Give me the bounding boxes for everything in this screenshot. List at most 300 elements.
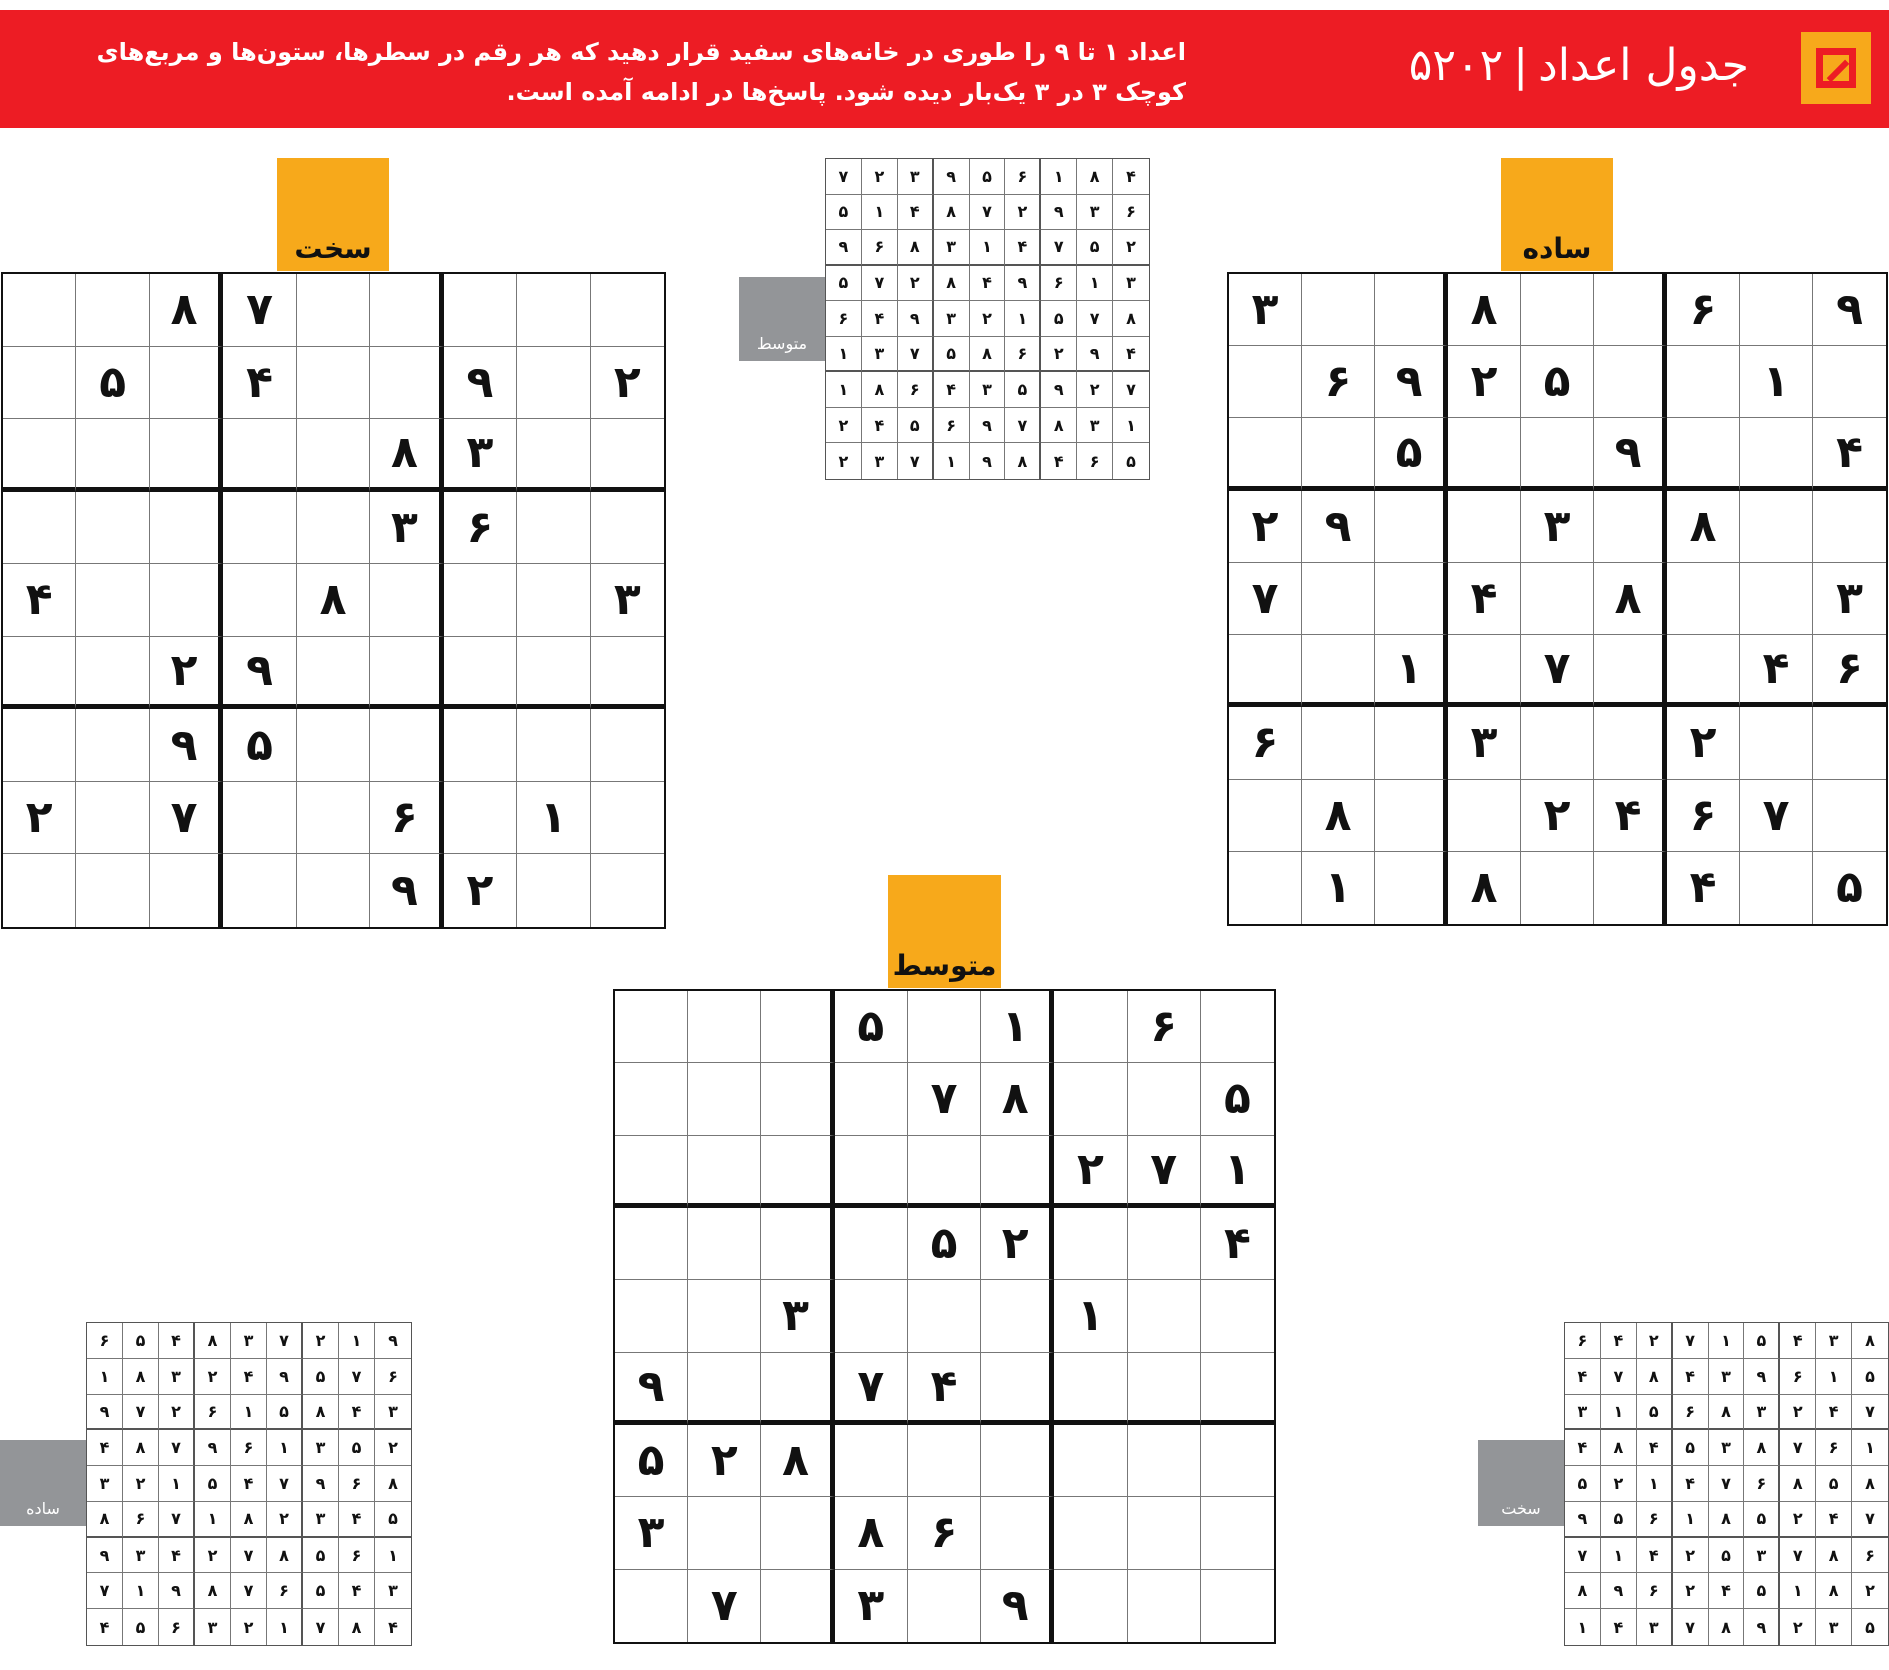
sudoku-grid-easy[interactable] bbox=[1227, 272, 1888, 926]
grid-cell[interactable] bbox=[444, 782, 517, 855]
grid-cell[interactable]: ۲ bbox=[444, 854, 517, 927]
grid-cell[interactable] bbox=[761, 991, 834, 1063]
grid-cell[interactable] bbox=[591, 709, 664, 782]
grid-cell[interactable]: ۸ bbox=[1302, 780, 1375, 852]
grid-cell[interactable] bbox=[591, 854, 664, 927]
grid-cell[interactable] bbox=[150, 347, 223, 420]
grid-cell[interactable] bbox=[1667, 563, 1740, 635]
grid-cell[interactable] bbox=[1229, 635, 1302, 707]
grid-cell: ۴ bbox=[87, 1609, 123, 1645]
grid-cell: ۴ bbox=[1673, 1466, 1709, 1502]
grid-cell[interactable]: ۱ bbox=[1740, 346, 1813, 418]
grid-cell[interactable] bbox=[688, 1063, 761, 1135]
grid-cell[interactable]: ۹ bbox=[444, 347, 517, 420]
grid-cell[interactable] bbox=[3, 347, 76, 420]
grid-cell[interactable] bbox=[3, 419, 76, 492]
grid-cell[interactable]: ۴ bbox=[1667, 852, 1740, 924]
grid-cell[interactable] bbox=[981, 1497, 1054, 1569]
grid-cell[interactable] bbox=[688, 1136, 761, 1208]
grid-cell: ۳ bbox=[1709, 1359, 1745, 1395]
grid-cell[interactable]: ۵ bbox=[76, 347, 149, 420]
grid-cell[interactable] bbox=[1521, 274, 1594, 346]
grid-cell[interactable] bbox=[688, 1280, 761, 1352]
grid-cell[interactable]: ۶ bbox=[1229, 707, 1302, 779]
grid-cell[interactable] bbox=[1375, 780, 1448, 852]
grid-cell[interactable] bbox=[1128, 1208, 1201, 1280]
grid-cell[interactable] bbox=[1667, 346, 1740, 418]
grid-cell: ۵ bbox=[1565, 1466, 1601, 1502]
grid-cell[interactable]: ۹ bbox=[1594, 418, 1667, 490]
grid-cell[interactable]: ۳ bbox=[1448, 707, 1521, 779]
grid-cell[interactable] bbox=[517, 564, 590, 637]
grid-cell[interactable]: ۸ bbox=[761, 1425, 834, 1497]
grid-cell[interactable]: ۱ bbox=[981, 991, 1054, 1063]
grid-cell[interactable] bbox=[3, 492, 76, 565]
grid-cell[interactable] bbox=[1448, 635, 1521, 707]
grid-cell[interactable] bbox=[3, 709, 76, 782]
grid-cell[interactable] bbox=[1375, 852, 1448, 924]
grid-cell[interactable] bbox=[591, 419, 664, 492]
grid-cell[interactable] bbox=[1054, 991, 1127, 1063]
grid-cell: ۳ bbox=[1744, 1538, 1780, 1574]
grid-cell[interactable] bbox=[1128, 1063, 1201, 1135]
grid-cell[interactable] bbox=[1201, 1497, 1274, 1569]
grid-cell[interactable] bbox=[1128, 1570, 1201, 1642]
grid-cell[interactable] bbox=[835, 1425, 908, 1497]
grid-cell: ۸ bbox=[123, 1359, 159, 1395]
grid-cell[interactable]: ۷ bbox=[1740, 780, 1813, 852]
grid-cell: ۳ bbox=[159, 1359, 195, 1395]
grid-cell[interactable] bbox=[223, 854, 296, 927]
grid-cell[interactable] bbox=[1054, 1063, 1127, 1135]
grid-cell[interactable] bbox=[297, 637, 370, 710]
grid-cell[interactable] bbox=[1054, 1208, 1127, 1280]
grid-cell: ۷ bbox=[1673, 1323, 1709, 1359]
grid-cell: ۷ bbox=[159, 1430, 195, 1466]
grid-cell[interactable] bbox=[1302, 707, 1375, 779]
grid-cell: ۷ bbox=[267, 1323, 303, 1359]
grid-cell: ۵ bbox=[1709, 1538, 1745, 1574]
grid-cell[interactable]: ۸ bbox=[150, 274, 223, 347]
grid-cell[interactable]: ۶ bbox=[370, 782, 443, 855]
grid-cell[interactable]: ۳ bbox=[761, 1280, 834, 1352]
grid-cell[interactable] bbox=[1128, 1280, 1201, 1352]
grid-cell[interactable]: ۳ bbox=[615, 1497, 688, 1569]
grid-cell[interactable] bbox=[444, 274, 517, 347]
grid-cell[interactable] bbox=[688, 991, 761, 1063]
grid-cell[interactable] bbox=[223, 564, 296, 637]
grid-cell[interactable]: ۵ bbox=[908, 1208, 981, 1280]
grid-cell: ۲ bbox=[1780, 1609, 1816, 1645]
grid-cell: ۷ bbox=[1565, 1538, 1601, 1574]
grid-cell[interactable] bbox=[1201, 1353, 1274, 1425]
grid-cell: ۸ bbox=[970, 337, 1006, 373]
grid-cell[interactable] bbox=[1302, 418, 1375, 490]
grid-cell: ۳ bbox=[898, 159, 934, 195]
grid-cell[interactable] bbox=[1375, 707, 1448, 779]
grid-cell[interactable] bbox=[688, 1208, 761, 1280]
grid-cell[interactable] bbox=[591, 274, 664, 347]
grid-cell[interactable] bbox=[76, 564, 149, 637]
grid-cell[interactable] bbox=[1229, 346, 1302, 418]
grid-cell[interactable]: ۸ bbox=[835, 1497, 908, 1569]
grid-cell[interactable]: ۱ bbox=[1201, 1136, 1274, 1208]
grid-cell[interactable]: ۹ bbox=[150, 709, 223, 782]
grid-cell[interactable] bbox=[1813, 491, 1886, 563]
header-title bbox=[1409, 40, 1749, 91]
grid-cell[interactable] bbox=[1128, 1425, 1201, 1497]
grid-cell[interactable] bbox=[615, 1063, 688, 1135]
grid-cell[interactable] bbox=[1201, 1280, 1274, 1352]
grid-cell[interactable]: ۴ bbox=[908, 1353, 981, 1425]
grid-cell: ۹ bbox=[87, 1395, 123, 1431]
grid-cell: ۴ bbox=[1637, 1430, 1673, 1466]
grid-cell[interactable] bbox=[761, 1208, 834, 1280]
grid-cell[interactable] bbox=[517, 492, 590, 565]
grid-cell: ۱ bbox=[1113, 408, 1149, 444]
grid-cell[interactable] bbox=[1740, 491, 1813, 563]
grid-cell: ۳ bbox=[934, 230, 970, 266]
grid-cell[interactable] bbox=[76, 419, 149, 492]
grid-cell: ۴ bbox=[231, 1359, 267, 1395]
grid-cell: ۵ bbox=[1865, 1617, 1875, 1637]
sudoku-grid-medium[interactable] bbox=[613, 989, 1276, 1644]
grid-cell[interactable] bbox=[150, 419, 223, 492]
grid-cell[interactable]: ۷ bbox=[1229, 563, 1302, 635]
grid-cell[interactable]: ۹ bbox=[615, 1353, 688, 1425]
grid-cell[interactable] bbox=[1054, 1425, 1127, 1497]
grid-cell[interactable]: ۶ bbox=[444, 492, 517, 565]
grid-cell[interactable] bbox=[370, 564, 443, 637]
grid-cell[interactable] bbox=[1448, 491, 1521, 563]
grid-cell: ۷ bbox=[1673, 1609, 1709, 1645]
grid-cell[interactable]: ۲ bbox=[150, 637, 223, 710]
grid-cell[interactable]: ۶ bbox=[1667, 274, 1740, 346]
grid-cell: ۸ bbox=[898, 230, 934, 266]
grid-cell[interactable] bbox=[76, 637, 149, 710]
grid-cell[interactable]: ۹ bbox=[1375, 346, 1448, 418]
grid-cell[interactable] bbox=[835, 1063, 908, 1135]
grid-cell[interactable] bbox=[1521, 418, 1594, 490]
grid-cell[interactable] bbox=[1375, 491, 1448, 563]
grid-cell[interactable] bbox=[1521, 707, 1594, 779]
grid-cell[interactable] bbox=[688, 1497, 761, 1569]
grid-cell[interactable] bbox=[908, 1425, 981, 1497]
grid-cell[interactable] bbox=[223, 492, 296, 565]
grid-cell: ۲ bbox=[1601, 1466, 1637, 1502]
grid-cell[interactable]: ۵ bbox=[223, 709, 296, 782]
grid-cell[interactable] bbox=[1594, 274, 1667, 346]
grid-cell[interactable] bbox=[444, 564, 517, 637]
grid-cell[interactable] bbox=[1054, 1570, 1127, 1642]
grid-cell[interactable] bbox=[981, 1425, 1054, 1497]
grid-cell[interactable] bbox=[223, 419, 296, 492]
grid-cell[interactable] bbox=[1054, 1353, 1127, 1425]
grid-cell: ۳ bbox=[195, 1609, 231, 1645]
grid-cell: ۸ bbox=[1565, 1573, 1601, 1609]
grid-cell[interactable] bbox=[835, 1136, 908, 1208]
grid-cell[interactable] bbox=[76, 782, 149, 855]
grid-cell[interactable]: ۸ bbox=[981, 1063, 1054, 1135]
grid-cell[interactable] bbox=[297, 854, 370, 927]
grid-cell: ۲ bbox=[267, 1502, 303, 1538]
grid-cell[interactable]: ۹ bbox=[1813, 274, 1886, 346]
grid-cell: ۹ bbox=[1744, 1609, 1780, 1645]
grid-cell: ۸ bbox=[1852, 1466, 1888, 1502]
grid-cell[interactable]: ۹ bbox=[223, 637, 296, 710]
grid-cell[interactable]: ۳ bbox=[1813, 563, 1886, 635]
grid-cell[interactable]: ۴ bbox=[1594, 780, 1667, 852]
grid-cell[interactable] bbox=[444, 637, 517, 710]
sudoku-grid-hard[interactable] bbox=[1, 272, 666, 929]
grid-cell[interactable]: ۷ bbox=[1128, 1136, 1201, 1208]
grid-cell[interactable]: ۳ bbox=[1229, 274, 1302, 346]
grid-cell[interactable] bbox=[615, 991, 688, 1063]
grid-cell[interactable]: ۲ bbox=[1521, 780, 1594, 852]
grid-cell: ۲ bbox=[375, 1430, 411, 1466]
grid-cell[interactable]: ۱ bbox=[1302, 852, 1375, 924]
grid-cell[interactable]: ۲ bbox=[3, 782, 76, 855]
grid-cell[interactable]: ۳ bbox=[370, 492, 443, 565]
grid-cell[interactable] bbox=[1201, 1570, 1274, 1642]
grid-cell[interactable]: ۱ bbox=[1375, 635, 1448, 707]
grid-cell[interactable] bbox=[3, 854, 76, 927]
grid-cell[interactable] bbox=[1229, 418, 1302, 490]
answer-grid-medium bbox=[825, 158, 1150, 480]
grid-cell: ۴ bbox=[862, 301, 898, 337]
grid-cell[interactable] bbox=[1201, 1425, 1274, 1497]
grid-cell[interactable] bbox=[761, 1136, 834, 1208]
grid-cell: ۲ bbox=[1673, 1538, 1709, 1574]
grid-cell: ۶ bbox=[1113, 195, 1149, 231]
grid-cell[interactable] bbox=[1594, 635, 1667, 707]
grid-cell[interactable]: ۴ bbox=[223, 347, 296, 420]
grid-cell[interactable] bbox=[297, 419, 370, 492]
grid-cell[interactable]: ۶ bbox=[1667, 780, 1740, 852]
grid-cell[interactable] bbox=[615, 1136, 688, 1208]
grid-cell[interactable] bbox=[615, 1208, 688, 1280]
grid-cell: ۸ bbox=[934, 195, 970, 231]
grid-cell: ۳ bbox=[1565, 1395, 1601, 1431]
grid-cell[interactable] bbox=[3, 274, 76, 347]
grid-cell[interactable]: ۷ bbox=[835, 1353, 908, 1425]
grid-cell[interactable] bbox=[981, 1136, 1054, 1208]
grid-cell[interactable]: ۲ bbox=[591, 347, 664, 420]
grid-cell: ۱ bbox=[826, 372, 862, 408]
grid-cell[interactable] bbox=[1201, 991, 1274, 1063]
grid-cell[interactable] bbox=[1521, 563, 1594, 635]
grid-cell[interactable]: ۷ bbox=[688, 1570, 761, 1642]
grid-cell[interactable] bbox=[1740, 418, 1813, 490]
grid-cell: ۸ bbox=[303, 1395, 339, 1431]
grid-cell[interactable] bbox=[3, 637, 76, 710]
grid-cell[interactable] bbox=[835, 1280, 908, 1352]
grid-cell[interactable] bbox=[517, 854, 590, 927]
grid-cell[interactable]: ۴ bbox=[1813, 418, 1886, 490]
grid-cell: ۴ bbox=[231, 1466, 267, 1502]
grid-cell[interactable] bbox=[1128, 1497, 1201, 1569]
grid-cell[interactable]: ۵ bbox=[615, 1425, 688, 1497]
grid-cell[interactable] bbox=[76, 854, 149, 927]
grid-cell[interactable]: ۸ bbox=[1667, 491, 1740, 563]
grid-cell[interactable] bbox=[1128, 1353, 1201, 1425]
grid-cell[interactable] bbox=[1594, 491, 1667, 563]
grid-cell[interactable] bbox=[76, 709, 149, 782]
grid-cell: ۹ bbox=[87, 1538, 123, 1574]
grid-cell[interactable] bbox=[370, 347, 443, 420]
grid-cell[interactable] bbox=[591, 637, 664, 710]
grid-cell[interactable] bbox=[1740, 707, 1813, 779]
grid-cell: ۲ bbox=[1077, 372, 1113, 408]
grid-cell[interactable] bbox=[150, 854, 223, 927]
grid-cell: ۹ bbox=[970, 408, 1006, 444]
grid-cell[interactable]: ۸ bbox=[1448, 852, 1521, 924]
grid-cell[interactable] bbox=[1813, 707, 1886, 779]
grid-cell[interactable] bbox=[370, 274, 443, 347]
grid-cell: ۶ bbox=[1565, 1323, 1601, 1359]
grid-cell[interactable] bbox=[370, 709, 443, 782]
grid-cell[interactable]: ۳ bbox=[591, 564, 664, 637]
grid-cell[interactable] bbox=[1229, 852, 1302, 924]
grid-cell[interactable] bbox=[1448, 780, 1521, 852]
grid-cell[interactable] bbox=[1594, 852, 1667, 924]
grid-cell[interactable]: ۸ bbox=[1448, 274, 1521, 346]
grid-cell[interactable] bbox=[761, 1570, 834, 1642]
grid-cell[interactable] bbox=[1740, 563, 1813, 635]
grid-cell[interactable] bbox=[517, 709, 590, 782]
grid-cell[interactable]: ۶ bbox=[1128, 991, 1201, 1063]
grid-cell[interactable]: ۲ bbox=[1667, 707, 1740, 779]
grid-cell[interactable] bbox=[1813, 780, 1886, 852]
grid-cell[interactable]: ۳ bbox=[835, 1570, 908, 1642]
grid-cell[interactable] bbox=[297, 782, 370, 855]
grid-cell[interactable] bbox=[1740, 852, 1813, 924]
grid-cell[interactable] bbox=[761, 1497, 834, 1569]
grid-cell[interactable] bbox=[1740, 274, 1813, 346]
grid-cell[interactable] bbox=[444, 709, 517, 782]
grid-cell[interactable] bbox=[1667, 418, 1740, 490]
grid-cell[interactable] bbox=[688, 1353, 761, 1425]
grid-cell[interactable] bbox=[517, 419, 590, 492]
grid-cell[interactable]: ۹ bbox=[1302, 491, 1375, 563]
grid-cell: ۲ bbox=[1041, 337, 1077, 373]
grid-cell[interactable] bbox=[297, 709, 370, 782]
grid-cell[interactable]: ۷ bbox=[223, 274, 296, 347]
grid-cell[interactable] bbox=[297, 347, 370, 420]
grid-cell[interactable]: ۵ bbox=[835, 991, 908, 1063]
grid-cell[interactable] bbox=[908, 1136, 981, 1208]
grid-cell[interactable]: ۶ bbox=[1813, 635, 1886, 707]
grid-cell[interactable] bbox=[150, 492, 223, 565]
grid-cell: ۲ bbox=[1780, 1395, 1816, 1431]
grid-cell[interactable] bbox=[1229, 780, 1302, 852]
grid-cell[interactable] bbox=[981, 1353, 1054, 1425]
grid-cell[interactable]: ۸ bbox=[370, 419, 443, 492]
grid-cell: ۱ bbox=[826, 337, 862, 373]
answer-grid-easy bbox=[86, 1322, 412, 1646]
grid-cell[interactable] bbox=[1375, 274, 1448, 346]
grid-cell[interactable] bbox=[223, 782, 296, 855]
grid-cell[interactable] bbox=[517, 347, 590, 420]
grid-cell[interactable] bbox=[1813, 346, 1886, 418]
grid-cell[interactable] bbox=[591, 492, 664, 565]
grid-cell[interactable]: ۵ bbox=[1836, 862, 1863, 914]
grid-cell[interactable] bbox=[1302, 563, 1375, 635]
grid-cell[interactable]: ۲ bbox=[1054, 1136, 1127, 1208]
grid-cell[interactable] bbox=[835, 1208, 908, 1280]
grid-cell[interactable]: ۳ bbox=[1521, 491, 1594, 563]
grid-cell[interactable]: ۶ bbox=[1302, 346, 1375, 418]
grid-cell[interactable] bbox=[981, 1280, 1054, 1352]
grid-cell[interactable] bbox=[1667, 635, 1740, 707]
grid-cell[interactable] bbox=[1448, 418, 1521, 490]
grid-cell[interactable] bbox=[1521, 852, 1594, 924]
grid-cell[interactable]: ۲ bbox=[1229, 491, 1302, 563]
grid-cell[interactable]: ۹ bbox=[981, 1570, 1054, 1642]
grid-cell[interactable] bbox=[150, 564, 223, 637]
grid-cell[interactable] bbox=[76, 492, 149, 565]
grid-cell[interactable] bbox=[517, 274, 590, 347]
grid-cell[interactable] bbox=[1054, 1497, 1127, 1569]
grid-cell[interactable]: ۴ bbox=[1201, 1208, 1274, 1280]
grid-cell[interactable]: ۵ bbox=[1201, 1063, 1274, 1135]
grid-cell[interactable] bbox=[297, 274, 370, 347]
grid-cell[interactable] bbox=[615, 1570, 688, 1642]
grid-cell[interactable]: ۵ bbox=[1375, 418, 1448, 490]
grid-cell: ۲ bbox=[862, 159, 898, 195]
grid-cell[interactable]: ۳ bbox=[444, 419, 517, 492]
grid-cell[interactable]: ۷ bbox=[908, 1063, 981, 1135]
grid-cell: ۱ bbox=[862, 195, 898, 231]
grid-cell[interactable] bbox=[517, 637, 590, 710]
grid-cell[interactable]: ۹ bbox=[370, 854, 443, 927]
grid-cell[interactable]: ۷ bbox=[1521, 635, 1594, 707]
grid-cell[interactable] bbox=[297, 492, 370, 565]
grid-cell[interactable]: ۷ bbox=[150, 782, 223, 855]
grid-cell[interactable]: ۸ bbox=[297, 564, 370, 637]
grid-cell[interactable] bbox=[1302, 635, 1375, 707]
grid-cell: ۵ bbox=[1601, 1502, 1637, 1538]
grid-cell[interactable]: ۲ bbox=[688, 1425, 761, 1497]
orange-square-arrow-logo bbox=[1801, 32, 1871, 104]
grid-cell[interactable] bbox=[591, 782, 664, 855]
grid-cell[interactable] bbox=[908, 1280, 981, 1352]
grid-cell[interactable] bbox=[76, 274, 149, 347]
grid-cell[interactable]: ۴ bbox=[3, 564, 76, 637]
grid-cell[interactable]: ۱ bbox=[517, 782, 590, 855]
grid-cell[interactable]: ۲ bbox=[981, 1208, 1054, 1280]
grid-cell: ۳ bbox=[1816, 1323, 1852, 1359]
grid-cell[interactable] bbox=[908, 1570, 981, 1642]
grid-cell[interactable]: ۱ bbox=[1054, 1280, 1127, 1352]
grid-cell[interactable] bbox=[1302, 274, 1375, 346]
grid-cell[interactable] bbox=[1375, 563, 1448, 635]
grid-cell[interactable]: ۲ bbox=[1448, 346, 1521, 418]
grid-cell[interactable] bbox=[1594, 346, 1667, 418]
grid-cell[interactable] bbox=[908, 991, 981, 1063]
grid-cell[interactable] bbox=[615, 1280, 688, 1352]
grid-cell[interactable]: ۶ bbox=[908, 1497, 981, 1569]
grid-cell: ۷ bbox=[862, 266, 898, 302]
grid-cell[interactable]: ۸ bbox=[1594, 563, 1667, 635]
grid-cell[interactable] bbox=[370, 637, 443, 710]
grid-cell[interactable]: ۵ bbox=[1521, 346, 1594, 418]
grid-cell[interactable] bbox=[761, 1353, 834, 1425]
grid-cell[interactable] bbox=[761, 1063, 834, 1135]
grid-cell[interactable]: ۴ bbox=[1740, 635, 1813, 707]
grid-cell[interactable] bbox=[1594, 707, 1667, 779]
grid-cell[interactable]: ۴ bbox=[1448, 563, 1521, 635]
